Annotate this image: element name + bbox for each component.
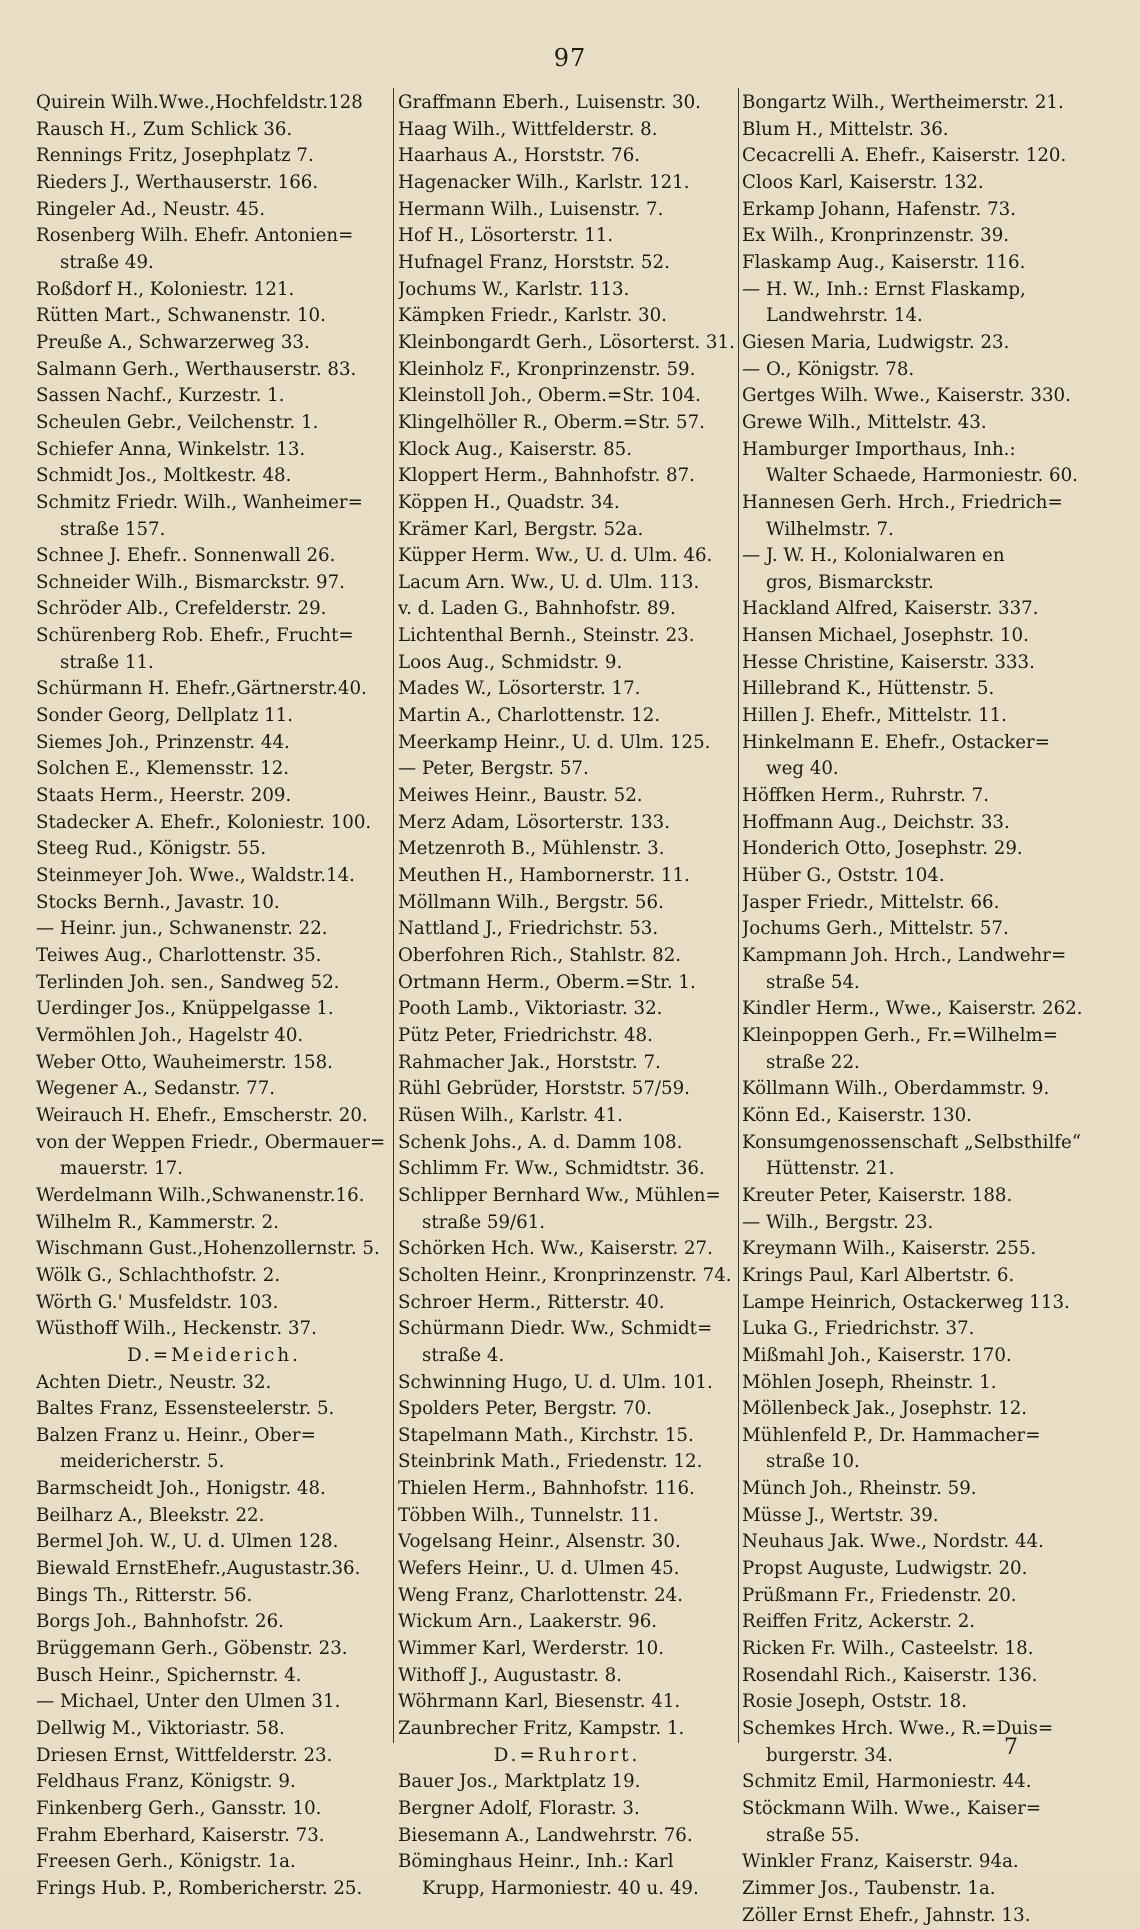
directory-entry: Roßdorf H., Koloniestr. 121. bbox=[36, 278, 295, 300]
directory-entry: Rausch H., Zum Schlick 36. bbox=[36, 118, 293, 140]
directory-entry: Quirein Wilh.Wwe.,Hochfeldstr.128 bbox=[36, 92, 363, 113]
directory-entry: Schmitz Emil, Harmoniestr. 44. bbox=[742, 1771, 1032, 1793]
directory-entry: Winkler Franz, Kaiserstr. 94a. bbox=[742, 1851, 1019, 1873]
directory-entry: Borgs Joh., Bahnhofstr. 26. bbox=[36, 1611, 284, 1633]
directory-entry: Wörth G.' Musfeldstr. 103. bbox=[36, 1291, 279, 1313]
directory-entry: Hansen Michael, Josephstr. 10. bbox=[742, 625, 1029, 647]
directory-entry: Staats Herm., Heerstr. 209. bbox=[36, 785, 292, 807]
directory-entry: Freesen Gerh., Königstr. 1a. bbox=[36, 1851, 296, 1873]
directory-entry: Bings Th., Ritterstr. 56. bbox=[36, 1584, 253, 1606]
directory-entry: Baltes Franz, Essensteelerstr. 5. bbox=[36, 1398, 335, 1420]
directory-entry: Kämpken Friedr., Karlstr. 30. bbox=[398, 305, 667, 327]
directory-entry: Zaunbrecher Fritz, Kampstr. 1. bbox=[398, 1718, 685, 1740]
directory-entry: Rosenberg Wilh. Ehefr. Antonien= bbox=[36, 225, 354, 247]
directory-entry: Hoffmann Aug., Deichstr. 33. bbox=[742, 811, 1010, 833]
directory-entry: Wölk G., Schlachthofstr. 2. bbox=[36, 1264, 281, 1286]
entry-continuation: straße 22. bbox=[766, 1051, 860, 1073]
directory-entry: Finkenberg Gerh., Gansstr. 10. bbox=[36, 1798, 322, 1819]
directory-entry: Ricken Fr. Wilh., Casteelstr. 18. bbox=[742, 1638, 1034, 1660]
directory-entry: Spolders Peter, Bergstr. 70. bbox=[398, 1398, 652, 1420]
directory-entry: Stocks Bernh., Javastr. 10. bbox=[36, 891, 280, 913]
directory-entry: Rütten Mart., Schwanenstr. 10. bbox=[36, 305, 326, 327]
entry-continuation: Hüttenstr. 21. bbox=[766, 1158, 895, 1180]
directory-entry: Hufnagel Franz, Horststr. 52. bbox=[398, 251, 670, 273]
directory-entry: Uerdinger Jos., Knüppelgasse 1. bbox=[36, 998, 334, 1020]
directory-entry: Preuße A., Schwarzerweg 33. bbox=[36, 331, 310, 353]
directory-entry: — Heinr. jun., Schwanenstr. 22. bbox=[36, 918, 328, 940]
directory-entry: Beilharz A., Bleekstr. 22. bbox=[36, 1504, 265, 1526]
directory-entry: Kreuter Peter, Kaiserstr. 188. bbox=[742, 1184, 1013, 1206]
directory-entry: Weirauch H. Ehefr., Emscherstr. 20. bbox=[36, 1104, 368, 1126]
directory-entry: Rüsen Wilh., Karlstr. 41. bbox=[398, 1104, 623, 1126]
directory-entry: Cloos Karl, Kaiserstr. 132. bbox=[742, 171, 984, 193]
directory-entry: Ortmann Herm., Oberm.=Str. 1. bbox=[398, 971, 696, 993]
directory-entry: — Wilh., Bergstr. 23. bbox=[742, 1211, 934, 1233]
entry-continuation: mauerstr. 17. bbox=[60, 1158, 184, 1180]
directory-entry: Sassen Nachf., Kurzestr. 1. bbox=[36, 385, 285, 407]
directory-entry: Loos Aug., Schmidstr. 9. bbox=[398, 651, 623, 673]
directory-entry: Frahm Eberhard, Kaiserstr. 73. bbox=[36, 1824, 325, 1846]
directory-entry: Klingelhöller R., Oberm.=Str. 57. bbox=[398, 411, 705, 433]
directory-entry: Rahmacher Jak., Horststr. 7. bbox=[398, 1051, 661, 1073]
directory-entry: Balzen Franz u. Heinr., Ober= bbox=[36, 1424, 316, 1446]
entry-continuation: straße 59/61. bbox=[422, 1211, 546, 1233]
directory-entry: Lampe Heinrich, Ostackerweg 113. bbox=[742, 1291, 1070, 1313]
directory-entry: Busch Heinr., Spichernstr. 4. bbox=[36, 1664, 302, 1686]
directory-entry: — O., Königstr. 78. bbox=[742, 358, 915, 380]
directory-entry: Merz Adam, Lösorterstr. 133. bbox=[398, 811, 671, 833]
directory-entry: Möllenbeck Jak., Josephstr. 12. bbox=[742, 1398, 1028, 1420]
directory-entry: Weber Otto, Wauheimerstr. 158. bbox=[36, 1051, 333, 1073]
directory-entry: Salmann Gerh., Werthauserstr. 83. bbox=[36, 358, 357, 380]
directory-entry: — Peter, Bergstr. 57. bbox=[398, 758, 589, 780]
directory-entry: Teiwes Aug., Charlottenstr. 35. bbox=[36, 945, 322, 966]
directory-entry: Brüggemann Gerh., Göbenstr. 23. bbox=[36, 1638, 348, 1660]
entry-continuation: Walter Schaede, Harmoniestr. 60. bbox=[766, 465, 1078, 487]
directory-entry: Höffken Herm., Ruhrstr. 7. bbox=[742, 785, 989, 807]
directory-entry: Hinkelmann E. Ehefr., Ostacker= bbox=[742, 731, 1050, 753]
directory-entry: Zimmer Jos., Taubenstr. 1a. bbox=[742, 1877, 996, 1899]
directory-entry: Rosie Joseph, Oststr. 18. bbox=[742, 1691, 967, 1713]
directory-entry: Prüßmann Fr., Friedenstr. 20. bbox=[742, 1584, 1017, 1606]
entry-continuation: gros, Bismarckstr. bbox=[766, 571, 934, 593]
directory-entry: Schneider Wilh., Bismarckstr. 97. bbox=[36, 571, 345, 593]
directory-entry: Kleinholz F., Kronprinzenstr. 59. bbox=[398, 358, 696, 380]
directory-entry: Pütz Peter, Friedrichstr. 48. bbox=[398, 1024, 653, 1046]
directory-entry: Martin A., Charlottenstr. 12. bbox=[398, 705, 661, 727]
directory-entry: Weng Franz, Charlottenstr. 24. bbox=[398, 1584, 683, 1606]
directory-entry: Graffmann Eberh., Luisenstr. 30. bbox=[398, 92, 701, 113]
directory-entry: Flaskamp Aug., Kaiserstr. 116. bbox=[742, 251, 1026, 273]
directory-entry: Jochums Gerh., Mittelstr. 57. bbox=[742, 918, 1009, 940]
directory-entry: Wüsthoff Wilh., Heckenstr. 37. bbox=[36, 1318, 317, 1340]
column-3 bbox=[742, 90, 1112, 1929]
directory-entry: Hannesen Gerh. Hrch., Friedrich= bbox=[742, 491, 1063, 513]
directory-entry: Vogelsang Heinr., Alsenstr. 30. bbox=[398, 1531, 681, 1553]
directory-entry: — J. W. H., Kolonialwaren en bbox=[742, 545, 1005, 567]
directory-entry: — H. W., Inh.: Ernst Flaskamp, bbox=[742, 278, 1026, 300]
directory-entry: Mißmahl Joh., Kaiserstr. 170. bbox=[742, 1344, 1012, 1366]
directory-entry: Achten Dietr., Neustr. 32. bbox=[36, 1371, 272, 1393]
directory-entry: Schwinning Hugo, U. d. Ulm. 101. bbox=[398, 1371, 713, 1393]
directory-entry: Schürmann Diedr. Ww., Schmidt= bbox=[398, 1318, 713, 1340]
entry-continuation: Krupp, Harmoniestr. 40 u. 49. bbox=[422, 1877, 699, 1899]
directory-entry: Bauer Jos., Marktplatz 19. bbox=[398, 1771, 641, 1793]
directory-entry: Klock Aug., Kaiserstr. 85. bbox=[398, 438, 633, 460]
directory-entry: Hesse Christine, Kaiserstr. 333. bbox=[742, 651, 1035, 673]
directory-entry: Köppen H., Quadstr. 34. bbox=[398, 491, 620, 513]
entry-continuation: weg 40. bbox=[766, 758, 839, 780]
directory-entry: Möhlen Joseph, Rheinstr. 1. bbox=[742, 1371, 997, 1393]
directory-entry: Krings Paul, Karl Albertstr. 6. bbox=[742, 1264, 1015, 1286]
entry-continuation: Wilhelmstr. 7. bbox=[766, 518, 894, 540]
directory-entry: Többen Wilh., Tunnelstr. 11. bbox=[398, 1504, 659, 1526]
directory-entry: Hüber G., Oststr. 104. bbox=[742, 865, 945, 887]
directory-entry: Withoff J., Augustastr. 8. bbox=[398, 1664, 623, 1686]
directory-entry: Kampmann Joh. Hrch., Landwehr= bbox=[742, 945, 1067, 966]
directory-entry: Rennings Fritz, Josephplatz 7. bbox=[36, 145, 314, 167]
directory-entry: Schemkes Hrch. Wwe., R.=Duis= bbox=[742, 1718, 1054, 1740]
directory-entry: Jochums W., Karlstr. 113. bbox=[398, 278, 630, 300]
directory-entry: Ex Wilh., Kronprinzenstr. 39. bbox=[742, 225, 1010, 247]
entry-continuation: straße 49. bbox=[60, 251, 154, 273]
directory-entry: Scholten Heinr., Kronprinzenstr. 74. bbox=[398, 1264, 732, 1286]
directory-entry: Lacum Arn. Ww., U. d. Ulm. 113. bbox=[398, 571, 700, 593]
directory-entry: Blum H., Mittelstr. 36. bbox=[742, 118, 949, 140]
directory-entry: Gertges Wilh. Wwe., Kaiserstr. 330. bbox=[742, 385, 1071, 407]
directory-entry: Bongartz Wilh., Wertheimerstr. 21. bbox=[742, 92, 1064, 113]
directory-entry: Driesen Ernst, Wittfelderstr. 23. bbox=[36, 1744, 333, 1766]
directory-entry: Kreymann Wilh., Kaiserstr. 255. bbox=[742, 1238, 1037, 1260]
directory-entry: Reiffen Fritz, Ackerstr. 2. bbox=[742, 1611, 976, 1633]
directory-entry: Oberfohren Rich., Stahlstr. 82. bbox=[398, 945, 682, 966]
directory-entry: Werdelmann Wilh.,Schwanenstr.16. bbox=[36, 1184, 365, 1206]
directory-entry: Mades W., Lösorterstr. 17. bbox=[398, 678, 641, 700]
directory-entry: Kleinpoppen Gerh., Fr.=Wilhelm= bbox=[742, 1024, 1058, 1046]
directory-entry: Hillebrand K., Hüttenstr. 5. bbox=[742, 678, 995, 700]
column-divider bbox=[393, 88, 394, 1743]
directory-entry: Wickum Arn., Laakerstr. 96. bbox=[398, 1611, 658, 1633]
directory-entry: Stöckmann Wilh. Wwe., Kaiser= bbox=[742, 1798, 1042, 1819]
section-heading: D.=Meiderich. bbox=[127, 1344, 301, 1366]
directory-entry: v. d. Laden G., Bahnhofstr. 89. bbox=[398, 598, 676, 620]
directory-entry: Siemes Joh., Prinzenstr. 44. bbox=[36, 731, 290, 753]
directory-entry: Thielen Herm., Bahnhofstr. 116. bbox=[398, 1478, 695, 1500]
directory-entry: Hackland Alfred, Kaiserstr. 337. bbox=[742, 598, 1039, 620]
directory-entry: Nattland J., Friedrichstr. 53. bbox=[398, 918, 659, 940]
entry-continuation: straße 10. bbox=[766, 1451, 860, 1473]
column-divider bbox=[738, 88, 739, 1743]
directory-entry: Krämer Karl, Bergstr. 52a. bbox=[398, 518, 644, 540]
directory-entry: Hamburger Importhaus, Inh.: bbox=[742, 438, 1016, 460]
directory-entry: Lichtenthal Bernh., Steinstr. 23. bbox=[398, 625, 695, 647]
directory-entry: Pooth Lamb., Viktoriastr. 32. bbox=[398, 998, 663, 1020]
directory-entry: Schlipper Bernhard Ww., Mühlen= bbox=[398, 1184, 721, 1206]
directory-entry: Solchen E., Klemensstr. 12. bbox=[36, 758, 290, 780]
directory-entry: Hermann Wilh., Luisenstr. 7. bbox=[398, 198, 664, 220]
directory-entry: Scheulen Gebr., Veilchenstr. 1. bbox=[36, 411, 319, 433]
directory-entry: Steinmeyer Joh. Wwe., Waldstr.14. bbox=[36, 865, 355, 887]
column-2 bbox=[398, 90, 736, 1903]
directory-entry: Metzenroth B., Mühlenstr. 3. bbox=[398, 838, 665, 860]
directory-entry: Küpper Herm. Ww., U. d. Ulm. 46. bbox=[398, 545, 713, 567]
directory-entry: Mühlenfeld P., Dr. Hammacher= bbox=[742, 1424, 1041, 1446]
entry-continuation: straße 54. bbox=[766, 971, 860, 993]
directory-entry: Kleinbongardt Gerh., Lösorterst. 31. bbox=[398, 331, 735, 353]
directory-entry: Köllmann Wilh., Oberdammstr. 9. bbox=[742, 1078, 1050, 1100]
directory-entry: Zöller Ernst Ehefr., Jahnstr. 13. bbox=[742, 1904, 1031, 1926]
directory-entry: Münch Joh., Rheinstr. 59. bbox=[742, 1478, 977, 1500]
directory-entry: Rosendahl Rich., Kaiserstr. 136. bbox=[742, 1664, 1038, 1686]
directory-entry: Bermel Joh. W., U. d. Ulmen 128. bbox=[36, 1531, 339, 1553]
directory-entry: — Michael, Unter den Ulmen 31. bbox=[36, 1691, 341, 1713]
directory-entry: Schörken Hch. Ww., Kaiserstr. 27. bbox=[398, 1238, 713, 1260]
page-number: 97 bbox=[553, 44, 587, 72]
directory-entry: Feldhaus Franz, Königstr. 9. bbox=[36, 1771, 296, 1793]
directory-entry: Hagenacker Wilh., Karlstr. 121. bbox=[398, 171, 690, 193]
directory-entry: Böminghaus Heinr., Inh.: Karl bbox=[398, 1851, 674, 1873]
directory-entry: Barmscheidt Joh., Honigstr. 48. bbox=[36, 1478, 326, 1500]
section-heading: D.=Ruhrort. bbox=[493, 1744, 641, 1766]
directory-entry: Meerkamp Heinr., U. d. Ulm. 125. bbox=[398, 731, 711, 753]
directory-entry: Terlinden Joh. sen., Sandweg 52. bbox=[36, 971, 340, 993]
directory-entry: Meiwes Heinr., Baustr. 52. bbox=[398, 785, 643, 807]
directory-entry: Schenk Johs., A. d. Damm 108. bbox=[398, 1131, 683, 1153]
directory-entry: Wilhelm R., Kammerstr. 2. bbox=[36, 1211, 279, 1233]
column-1 bbox=[36, 90, 392, 1903]
directory-entry: Jasper Friedr., Mittelstr. 66. bbox=[742, 891, 1000, 913]
directory-entry: Honderich Otto, Josephstr. 29. bbox=[742, 838, 1023, 860]
entry-continuation: straße 11. bbox=[60, 651, 154, 673]
directory-entry: Haarhaus A., Horststr. 76. bbox=[398, 145, 641, 167]
directory-entry: Biesemann A., Landwehrstr. 76. bbox=[398, 1824, 693, 1846]
directory-entry: Hillen J. Ehefr., Mittelstr. 11. bbox=[742, 705, 1007, 727]
directory-entry: Giesen Maria, Ludwigstr. 23. bbox=[742, 331, 1010, 353]
entry-continuation: straße 4. bbox=[422, 1344, 505, 1366]
directory-entry: Wefers Heinr., U. d. Ulmen 45. bbox=[398, 1558, 680, 1580]
directory-entry: Biewald ErnstEhefr.,Augustastr.36. bbox=[36, 1558, 361, 1580]
directory-entry: Rühl Gebrüder, Horststr. 57/59. bbox=[398, 1078, 690, 1100]
directory-entry: Könn Ed., Kaiserstr. 130. bbox=[742, 1104, 972, 1126]
directory-entry: Luka G., Friedrichstr. 37. bbox=[742, 1318, 975, 1340]
directory-entry: Bergner Adolf, Florastr. 3. bbox=[398, 1798, 640, 1819]
entry-continuation: straße 55. bbox=[766, 1824, 860, 1846]
entry-continuation: straße 157. bbox=[60, 518, 166, 540]
directory-entry: Schmitz Friedr. Wilh., Wanheimer= bbox=[36, 491, 363, 513]
directory-entry: Schürenberg Rob. Ehefr., Frucht= bbox=[36, 625, 354, 647]
directory-entry: Konsumgenossenschaft „Selbsthilfe“ bbox=[742, 1131, 1082, 1153]
directory-entry: Ringeler Ad., Neustr. 45. bbox=[36, 198, 266, 220]
directory-entry: Dellwig M., Viktoriastr. 58. bbox=[36, 1718, 285, 1740]
directory-entry: Cecacrelli A. Ehefr., Kaiserstr. 120. bbox=[742, 145, 1067, 167]
entry-continuation: Landwehrstr. 14. bbox=[766, 305, 923, 327]
directory-entry: Steeg Rud., Königstr. 55. bbox=[36, 838, 267, 860]
directory-entry: Wegener A., Sedanstr. 77. bbox=[36, 1078, 276, 1100]
directory-entry: Propst Auguste, Ludwigstr. 20. bbox=[742, 1558, 1028, 1580]
directory-entry: Grewe Wilh., Mittelstr. 43. bbox=[742, 411, 987, 433]
directory-entry: Wischmann Gust.,Hohenzollernstr. 5. bbox=[36, 1238, 380, 1260]
directory-entry: Steinbrink Math., Friedenstr. 12. bbox=[398, 1451, 703, 1473]
directory-entry: Kleinstoll Joh., Oberm.=Str. 104. bbox=[398, 385, 701, 407]
directory-entry: Schmidt Jos., Moltkestr. 48. bbox=[36, 465, 292, 487]
entry-continuation: meidericherstr. 5. bbox=[60, 1451, 225, 1473]
directory-entry: Meuthen H., Hambornerstr. 11. bbox=[398, 865, 690, 887]
directory-entry: Stapelmann Math., Kirchstr. 15. bbox=[398, 1424, 694, 1446]
directory-entry: Wimmer Karl, Werderstr. 10. bbox=[398, 1638, 665, 1660]
directory-entry: Sonder Georg, Dellplatz 11. bbox=[36, 705, 294, 727]
directory-entry: Schlimm Fr. Ww., Schmidtstr. 36. bbox=[398, 1158, 705, 1180]
directory-entry: Möllmann Wilh., Bergstr. 56. bbox=[398, 891, 664, 913]
directory-entry: Vermöhlen Joh., Hagelstr 40. bbox=[36, 1024, 304, 1046]
signature-mark: 7 bbox=[1004, 1735, 1018, 1760]
directory-entry: Schnee J. Ehefr.. Sonnenwall 26. bbox=[36, 545, 336, 567]
directory-entry: Schiefer Anna, Winkelstr. 13. bbox=[36, 438, 306, 460]
entry-continuation: burgerstr. 34. bbox=[766, 1744, 893, 1766]
directory-entry: Kindler Herm., Wwe., Kaiserstr. 262. bbox=[742, 998, 1083, 1020]
directory-entry: Rieders J., Werthauserstr. 166. bbox=[36, 171, 319, 193]
directory-entry: Haag Wilh., Wittfelderstr. 8. bbox=[398, 118, 658, 140]
directory-entry: Schürmann H. Ehefr.,Gärtnerstr.40. bbox=[36, 678, 367, 700]
directory-entry: Frings Hub. P., Rombericherstr. 25. bbox=[36, 1877, 363, 1899]
directory-entry: Schroer Herm., Ritterstr. 40. bbox=[398, 1291, 665, 1313]
directory-entry: von der Weppen Friedr., Obermauer= bbox=[36, 1131, 386, 1153]
directory-entry: Stadecker A. Ehefr., Koloniestr. 100. bbox=[36, 811, 372, 833]
directory-entry: Müsse J., Wertstr. 39. bbox=[742, 1504, 939, 1526]
directory-entry: Erkamp Johann, Hafenstr. 73. bbox=[742, 198, 1017, 220]
directory-entry: Neuhaus Jak. Wwe., Nordstr. 44. bbox=[742, 1531, 1044, 1553]
directory-entry: Wöhrmann Karl, Biesenstr. 41. bbox=[398, 1691, 681, 1713]
directory-entry: Hof H., Lösorterstr. 11. bbox=[398, 225, 614, 247]
directory-entry: Schröder Alb., Crefelderstr. 29. bbox=[36, 598, 327, 620]
directory-entry: Kloppert Herm., Bahnhofstr. 87. bbox=[398, 465, 695, 487]
